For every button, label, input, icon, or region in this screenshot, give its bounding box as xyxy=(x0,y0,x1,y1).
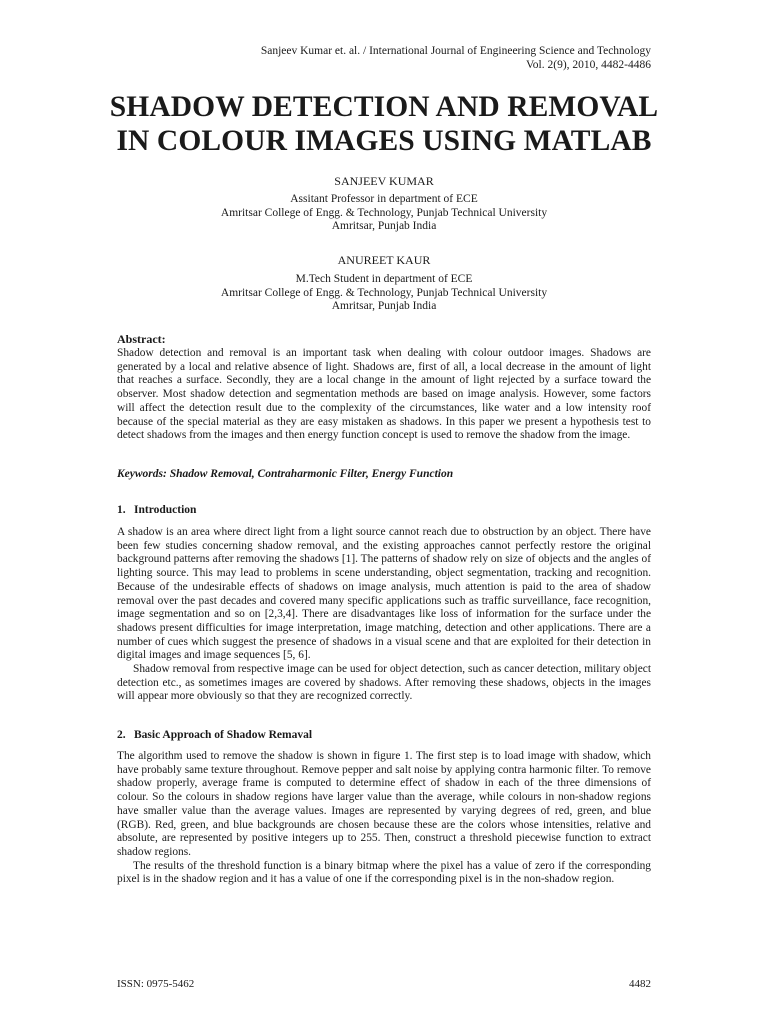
abstract-text: Shadow detection and removal is an important task when dealing with colour outdoor images. Shadows are generated by a local and relative absence of light. Shadows are, first of all, a local decrease in the amount of light that reaches a surface. Secondly, they are a local change in the amount of light rejected by a surface toward the observer. Most shadow detection and segmentation methods are based on image analysis. However, some factors will affect the detection result due to the complexity of the circumstances, like water and a low intensity roof because of the special material as they are easy mistaken as shadows. In this paper we present a hypothesis test to detect shadows from the images and then energy function concept is used to remove the shadow from the image. xyxy=(117,347,651,442)
abstract-heading: Abstract: xyxy=(117,332,166,346)
affiliation-line: Amritsar College of Engg. & Technology, Punjab Technical University xyxy=(220,206,548,219)
title-line-2: IN COLOUR IMAGES USING MATLAB xyxy=(116,125,652,157)
affiliation-line: M.Tech Student in department of ECE xyxy=(295,273,473,285)
section-heading-introduction xyxy=(117,504,196,516)
author-name-2: ANUREET KAUR xyxy=(337,253,431,267)
affiliation-line: Amritsar, Punjab India xyxy=(331,300,437,313)
affiliation-line: Amritsar, Punjab India xyxy=(331,220,437,233)
paragraph: The algorithm used to remove the shadow is shown in figure 1. The first step is to load image with shadow, which have probably same texture throughout. Remove pepper and salt noise by applying contra harmonic filter. To remove shadow properly, average frame is computed to determine effect of shadow in each of the three dimensions of colour. So the colours in shadow regions have larger value than the average, while colours in non-shadow regions have smaller value than the average values. Images are represented by varying degrees of red, green, and blue (RGB). Red, green, and blue backgrounds are chosen because these are the colors whose intensities, relative and absolute, are represented by positive integers up to 255. Then, construct a threshold piecewise function to extract shadow regions. xyxy=(117,750,651,858)
header-citation: Sanjeev Kumar et. al. / International Journal of Engineering Science and Technology xyxy=(260,45,651,57)
affiliation-line: Assitant Professor in department of ECE xyxy=(290,193,478,205)
author-affiliation-2 xyxy=(0,273,768,314)
title-line-1: SHADOW DETECTION AND REMOVAL xyxy=(109,91,659,123)
section-title: Basic Approach of Shadow Remaval xyxy=(134,729,313,741)
paragraph: A shadow is an area where direct light from a light source cannot reach due to obstruction by an object. There have been few studies concerning shadow removal, and the existing approaches cannot perfectly restore the original background patterns after removing the shadows [1]. The patterns of shadow rely on size of objects and the angles of lighting source. This may lead to problems in scene understanding, object segmentation, tracking and recognition. Because of the undesirable effects of shadows on image analysis, much attention is paid to the area of shadow removal over the past decades and covered many specific applications such as traffic surveillance, face recognition, image segmentation and so on [2,3,4]. There are disadvantages like loss of information for the surface under the shadows present difficulties for image interpretation, image matching, detection and other applications. There are a number of cues which suggest the presence of shadows in a visual scene and that are exploited for their detection in digital images and image sequences [5, 6]. xyxy=(117,526,651,662)
section-1-body xyxy=(117,526,651,704)
paragraph: Shadow removal from respective image can be used for object detection, such as cancer detection, military object detection etc., as sometimes images are covered by shadows. After removing these shadows, objects in the images will appear more obviously so that they are recognized correctly. xyxy=(117,663,651,703)
section-title: Introduction xyxy=(134,504,197,516)
section-number: 1. xyxy=(117,504,126,516)
author-name-1: SANJEEV KUMAR xyxy=(334,174,434,188)
header-volume: Vol. 2(9), 2010, 4482-4486 xyxy=(525,59,651,71)
paragraph: The results of the threshold function is a binary bitmap where the pixel has a value of zero if the corresponding pixel is in the shadow region and it has a value of one if the corresponding pixel is in the non-shadow region. xyxy=(117,859,651,886)
footer-page-number: 4482 xyxy=(629,978,651,990)
footer-issn: ISSN: 0975-5462 xyxy=(117,978,195,990)
section-2-body xyxy=(117,750,651,887)
affiliation-line: Amritsar College of Engg. & Technology, Punjab Technical University xyxy=(220,286,548,299)
keywords: Keywords: Shadow Removal, Contraharmonic Filter, Energy Function xyxy=(117,468,454,480)
section-heading-basic-approach xyxy=(117,729,312,741)
paper-title xyxy=(0,90,768,158)
author-affiliation-1 xyxy=(0,193,768,234)
section-number: 2. xyxy=(117,729,126,741)
running-header xyxy=(261,44,651,72)
